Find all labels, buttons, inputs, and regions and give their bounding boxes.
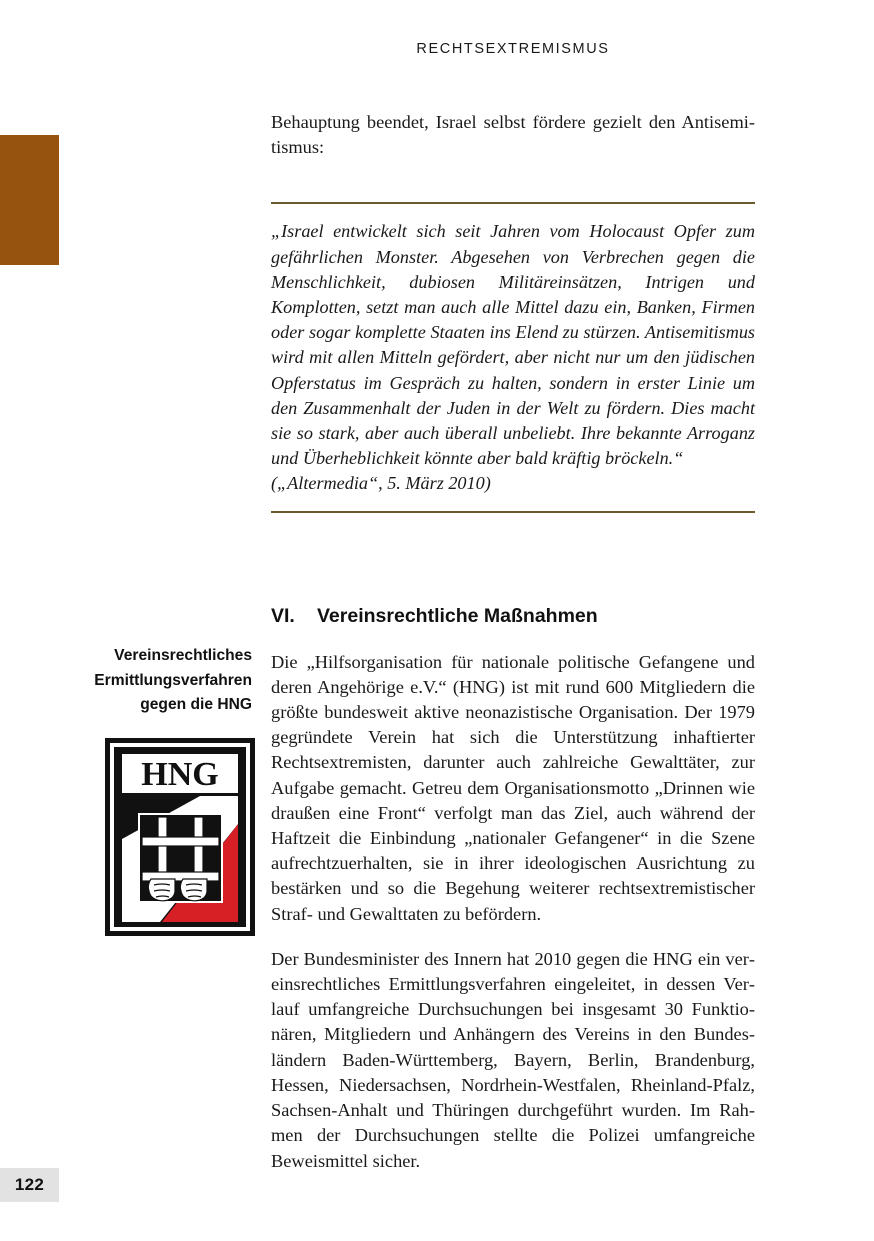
hng-logo [105,738,255,936]
body-paragraph-1: Die „Hilfsorganisation für nationale politische Gefangene und deren Angehörige e.V.“ (HNG) ist mit rund 600 Mitgliedern die größte bundesweit aktive neonazistische Organisation. Der 1979 gegründete Verein hat sich die Unterstützung inhaftierter Rechtsextremisten, darunter auch zahlreiche Gewalttäter, zur Aufgabe gemacht. Getreu dem Organisationsmotto „Drinnen wie draußen eine Front“ verfolgt man das Ziel, auch während der Haftzeit die Einbindung „nationaler Gefangener“ in die Szene aufrechtzuerhalten, sie in ihrer ideologischen Ausrichtung zu bestärken und so die Begehung weiterer rechtsextremistischer Straf- und Gewalttaten zu befördern. [271,651,755,924]
running-head: RECHTSEXTREMISMUS [416,41,610,57]
quotation-text: „Israel entwickelt sich seit Jahren vom Holocaust Opfer zum gefährlichen Monster. Abgesehen von Verbrechen gegen die Menschlichkeit, dubiosen Militäreinsätzen, Intrigen und Komplotten, setzt man auch alle Mittel dazu ein, Banken, Firmen oder sogar komplette Staaten ins Elend zu stürzen. Antisemitismus wird mit allen Mitteln gefördert, aber nicht nur um den jüdischen Opferstatus im Gespräch zu halten, sondern in erster Linie um den Zusammenhalt der Juden in der Welt zu fördern. Dies macht sie so stark, aber auch überall unbeliebt. Ihre bekannte Arroganz und Überheblichkeit könnte aber bald kräftig bröckeln.“ [271,221,755,469]
page-number-box [0,1168,59,1202]
intro-paragraph: Behauptung beendet, Israel selbst fördere gezielt den Antisemitismus: [271,112,755,158]
section-number: VI. [271,604,295,627]
hng-wordmark: HNG [141,756,219,793]
margin-note: Vereinsrechtliches Ermittlungsverfahren gegen die HNG [94,647,252,713]
quotation-source: („Altermedia“, 5. März 2010) [271,473,491,494]
page-number: 122 [14,1175,45,1194]
quotation-block [271,202,755,512]
text-column [271,110,755,1174]
chapter-thumb-tab [0,135,59,265]
section-title: Vereinsrechtliche Maßnahmen [317,604,598,627]
body-paragraph-2: Der Bundesminister des Innern hat 2010 gegen die HNG ein vereinsrechtliches Ermittlungsverfahren eingeleitet, in dessen Verlauf umfangreiche Durchsuchungen bei insgesamt 30 Funktionären, Mitgliedern und Anhängern des Vereins in den Bundesländern Baden-Württemberg, Bayern, Berlin, Brandenburg, Hessen, Niedersachsen, Nordrhein-Westfalen, Rheinland-Pfalz, Sachsen-Anhalt und Thüringen durchgeführt wurden. Im Rahmen der Durchsuchungen stellte die Polizei umfangreiche Beweismittel sicher. [271,948,755,1171]
section-heading [271,605,755,628]
